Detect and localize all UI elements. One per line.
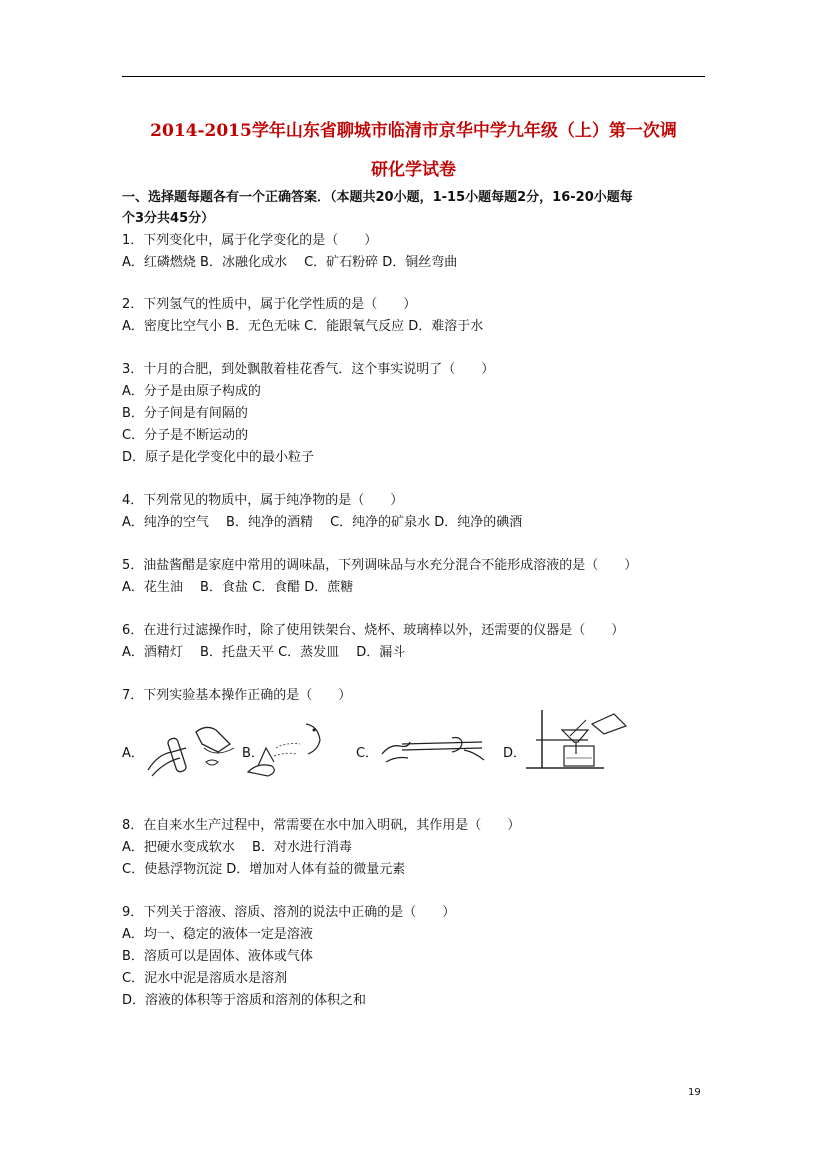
question-option: A．把硬水变成软水 B．对水进行消毒: [122, 840, 352, 855]
question-stem: 3．十月的合肥，到处飘散着桂花香气．这个事实说明了（ ）: [122, 362, 495, 377]
page-number: 19: [688, 1087, 701, 1098]
test-tube-holder-icon: [378, 720, 490, 770]
question-option: C．分子是不断运动的: [122, 428, 249, 443]
filtration-apparatus-icon: [518, 706, 636, 772]
question-options: A．密度比空气小 B．无色无味 C．能跟氧气反应 D．难溶于水: [122, 319, 484, 334]
question-stem: 7．下列实验基本操作正确的是（ ）: [122, 688, 352, 703]
figure-label-c: C．: [356, 746, 379, 761]
question-option: B．分子间是有间隔的: [122, 406, 248, 421]
question-options: A．红磷燃烧 B．冰融化成水 C．矿石粉碎 D．铜丝弯曲: [122, 255, 458, 270]
question-stem: 4．下列常见的物质中，属于纯净物的是（ ）: [122, 493, 404, 508]
question-options: A．花生油 B．食盐 C．食醋 D．蔗糖: [122, 580, 354, 595]
question-stem: 8．在自来水生产过程中，常需要在水中加入明矾，其作用是（ ）: [122, 818, 521, 833]
question-option: A．均一、稳定的液体一定是溶液: [122, 927, 313, 942]
question-stem: 6．在进行过滤操作时，除了使用铁架台、烧杯、玻璃棒以外，还需要的仪器是（ ）: [122, 623, 625, 638]
question-option: D．溶液的体积等于溶质和溶剂的体积之和: [122, 993, 367, 1008]
figure-label-d: D．: [503, 746, 527, 761]
smelling-gas-icon: [236, 718, 336, 778]
question-stem: 5．油盐酱醋是家庭中常用的调味晶，下列调味品与水充分混合不能形成溶液的是（ ）: [122, 558, 638, 573]
question-stem: 9．下列关于溶液、溶质、溶剂的说法中正确的是（ ）: [122, 905, 456, 920]
section-heading-line1: 一、选择题每题各有一个正确答案．（本题共20小题，1-15小题每题2分，16-20小题每: [122, 190, 633, 205]
page-title-line1: 2014-2015学年山东省聊城市临清市京华中学九年级（上）第一次调: [150, 121, 677, 141]
question-option: C．泥水中泥是溶质水是溶剂: [122, 971, 288, 986]
question-stem: 1．下列变化中，属于化学变化的是（ ）: [122, 233, 378, 248]
pouring-liquid-icon: [146, 718, 242, 778]
question-stem: 2．下列氢气的性质中，属于化学性质的是（ ）: [122, 297, 417, 312]
question-option: D．原子是化学变化中的最小粒子: [122, 450, 315, 465]
section-heading: [122, 187, 712, 229]
section-heading-line2: 个3分共45分）: [122, 211, 215, 226]
question-option: A．分子是由原子构成的: [122, 384, 261, 399]
question-options: A．酒精灯 B．托盘天平 C．蒸发皿 D．漏斗: [122, 645, 406, 660]
figure-label-a: A．: [122, 746, 144, 761]
question-option: C．使悬浮物沉淀 D．增加对人体有益的微量元素: [122, 862, 406, 877]
question-option: B．溶质可以是固体、液体或气体: [122, 949, 313, 964]
page-title-line2: 研化学试卷: [371, 160, 456, 180]
question-options: A．纯净的空气 B．纯净的酒精 C．纯净的矿泉水 D．纯净的碘酒: [122, 515, 523, 530]
figure-label-b: B．: [242, 746, 264, 761]
header-rule: [122, 76, 705, 77]
